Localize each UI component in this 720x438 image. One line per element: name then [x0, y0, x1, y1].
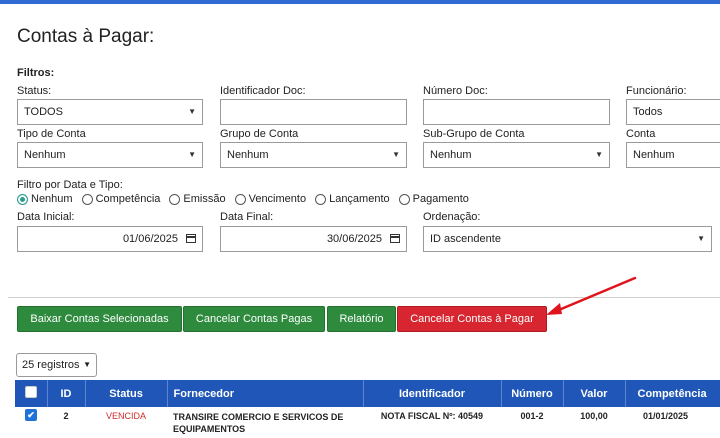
tipo-conta-label: Tipo de Conta — [17, 128, 86, 140]
col-header-identificador[interactable]: Identificador — [363, 380, 501, 407]
chevron-down-icon: ▼ — [595, 150, 603, 159]
page-size-select[interactable]: 25 registros ▼ — [16, 353, 97, 377]
calendar-icon[interactable] — [186, 234, 196, 243]
radio-selected-icon — [17, 194, 28, 205]
col-header-id[interactable]: ID — [47, 380, 85, 407]
data-final-input[interactable]: 30/06/2025 — [220, 226, 407, 252]
contas-table — [15, 380, 720, 438]
subgrupo-conta-select[interactable]: Nenhum ▼ — [423, 142, 610, 168]
cell-identificador: NOTA FISCAL Nº: 40549 — [380, 411, 484, 421]
radio-lancamento[interactable]: Lançamento — [315, 193, 390, 205]
table-row[interactable] — [15, 407, 720, 438]
cell-status: VENCIDA — [105, 411, 146, 421]
cancelar-contas-pagas-button[interactable]: Cancelar Contas Pagas — [183, 306, 325, 332]
radio-emissao[interactable]: Emissão — [169, 193, 225, 205]
grupo-conta-label: Grupo de Conta — [220, 128, 299, 140]
radio-icon — [235, 194, 246, 205]
page-title: Contas à Pagar: — [17, 26, 155, 47]
relatorio-button[interactable]: Relatório — [327, 306, 396, 332]
data-inicial-input[interactable]: 01/06/2025 — [17, 226, 203, 252]
baixar-contas-button[interactable]: Baixar Contas Selecionadas — [17, 306, 182, 332]
table-header-row — [15, 380, 720, 407]
data-tipo-radio-group — [17, 193, 478, 205]
cell-competencia: 01/01/2025 — [643, 411, 689, 421]
chevron-down-icon: ▼ — [392, 150, 400, 159]
cell-valor: 100,00 — [580, 411, 608, 421]
chevron-down-icon: ▼ — [188, 150, 196, 159]
status-select[interactable]: TODOS ▼ — [17, 99, 203, 125]
filters-heading: Filtros: — [17, 67, 55, 79]
annotation-arrow-icon — [540, 272, 650, 322]
conta-label: Conta — [626, 128, 656, 140]
select-all-header[interactable] — [15, 380, 47, 407]
status-label: Status: — [17, 85, 52, 97]
col-header-fornecedor[interactable]: Fornecedor — [167, 380, 363, 407]
funcionario-label: Funcionário: — [626, 85, 687, 97]
subgrupo-conta-label: Sub-Grupo de Conta — [423, 128, 525, 140]
numero-doc-label: Número Doc: — [423, 85, 488, 97]
grupo-conta-select[interactable]: Nenhum ▼ — [220, 142, 407, 168]
radio-vencimento[interactable]: Vencimento — [235, 193, 306, 205]
chevron-down-icon: ▼ — [188, 107, 196, 116]
conta-select[interactable]: Nenhum — [626, 142, 720, 168]
cell-fornecedor: TRANSIRE COMERCIO E SERVICOS DE EQUIPAMENTOS — [173, 412, 344, 434]
tipo-conta-select[interactable]: Nenhum ▼ — [17, 142, 203, 168]
cell-id: 2 — [63, 411, 69, 421]
data-inicial-label: Data Inicial: — [17, 211, 75, 223]
ordenacao-select[interactable]: ID ascendente ▼ — [423, 226, 712, 252]
radio-icon — [315, 194, 326, 205]
chevron-down-icon: ▼ — [83, 360, 91, 369]
chevron-down-icon: ▼ — [697, 234, 705, 243]
radio-icon — [82, 194, 93, 205]
cell-numero: 001-2 — [520, 411, 544, 421]
col-header-competencia[interactable]: Competência — [625, 380, 720, 407]
calendar-icon[interactable] — [390, 234, 400, 243]
data-tipo-label: Filtro por Data e Tipo: — [17, 179, 123, 191]
radio-nenhum[interactable]: Nenhum — [17, 193, 73, 205]
select-all-checkbox[interactable] — [25, 386, 37, 398]
data-final-label: Data Final: — [220, 211, 274, 223]
cancelar-contas-pagar-button[interactable]: Cancelar Contas à Pagar — [397, 306, 547, 332]
col-header-valor[interactable]: Valor — [563, 380, 625, 407]
ordenacao-label: Ordenação: — [423, 211, 481, 223]
identificador-doc-label: Identificador Doc: — [220, 85, 306, 97]
col-header-numero[interactable]: Número — [501, 380, 563, 407]
col-header-status[interactable]: Status — [85, 380, 167, 407]
radio-pagamento[interactable]: Pagamento — [399, 193, 469, 205]
radio-icon — [169, 194, 180, 205]
identificador-doc-input[interactable] — [220, 99, 407, 125]
page-card — [0, 4, 720, 434]
radio-competencia[interactable]: Competência — [82, 193, 161, 205]
row-select-cell[interactable] — [15, 407, 47, 438]
radio-icon — [399, 194, 410, 205]
checkmark-icon[interactable]: ✔ — [25, 409, 37, 421]
funcionario-select[interactable]: Todos — [626, 99, 720, 125]
numero-doc-input[interactable] — [423, 99, 610, 125]
